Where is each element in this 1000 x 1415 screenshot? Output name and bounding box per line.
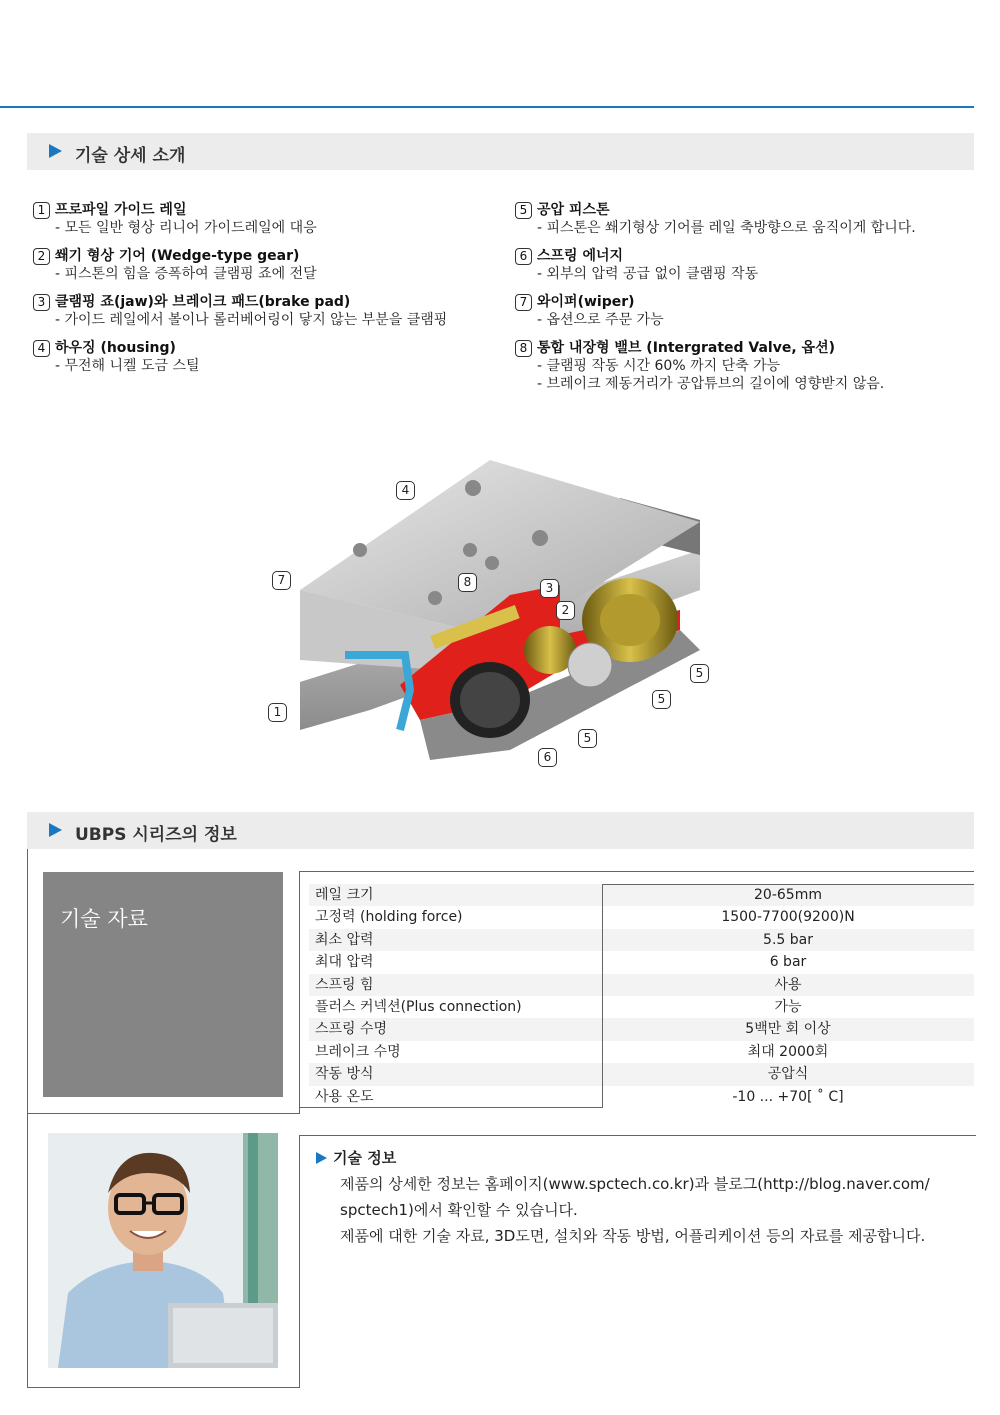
feature-desc: - 무전해 니켈 도금 스틸 (55, 358, 200, 374)
spec-value: 가능 (774, 998, 802, 1015)
table-divider (602, 884, 974, 885)
table-row (309, 929, 974, 951)
feature-item (515, 201, 916, 237)
table-row (309, 884, 974, 906)
hole-shape (463, 543, 477, 557)
table-row (309, 974, 974, 996)
spec-key: 최대 압력 (315, 954, 374, 971)
callout-3: 3 (540, 579, 559, 598)
spec-value: -10 ... +70[ ˚ C] (732, 1088, 844, 1105)
features-right (515, 201, 916, 403)
hole-shape (465, 480, 481, 496)
tech-data-box (43, 872, 283, 1097)
spec-key: 작동 방식 (315, 1066, 374, 1083)
spec-value: 5백만 회 이상 (745, 1021, 831, 1038)
feature-desc: - 피스톤의 힘을 증폭하여 클램핑 죠에 전달 (55, 266, 317, 282)
frame-line (299, 871, 300, 1114)
spec-key: 스프링 힘 (315, 976, 374, 993)
triangle-icon (316, 1152, 327, 1164)
spec-value: 5.5 bar (763, 931, 813, 948)
tech-info (316, 1145, 966, 1249)
brake-illustration-svg (260, 460, 740, 770)
person-photo-svg (48, 1133, 278, 1368)
piston-inner-shape (600, 594, 660, 646)
info-line: 제품의 상세한 정보는 홈페이지(www.spctech.co.kr)과 블로그(http://blog.naver.com/ (340, 1175, 930, 1193)
feature-item (515, 293, 916, 329)
feature-title: 쐐기 형상 기어 (Wedge-type gear) (55, 248, 300, 264)
hole-shape (428, 591, 442, 605)
feature-desc: - 피스톤은 쐐기형상 기어를 레일 축방향으로 움직이게 합니다. (537, 220, 916, 236)
feature-desc: - 가이드 레일에서 볼이나 롤러베어링이 닿지 않는 부분을 클램핑 (55, 312, 448, 328)
feature-desc: - 클램핑 작동 시간 60% 까지 단축 가능 (537, 358, 781, 374)
spec-key: 플러스 커넥션(Plus connection) (315, 998, 522, 1015)
spec-key: 레일 크기 (315, 887, 374, 903)
tech-data-label: 기술 자료 (60, 907, 148, 931)
spring-inner-shape (460, 672, 520, 728)
feature-title: 프로파일 가이드 레일 (55, 202, 187, 218)
feature-number: 1 (33, 202, 50, 219)
table-row (309, 1086, 974, 1108)
feature-number: 2 (33, 248, 50, 265)
table-row (309, 906, 974, 928)
feature-item (33, 339, 447, 375)
frame-line (299, 1135, 300, 1388)
wedge-gear-shape (568, 643, 612, 687)
frame-line (27, 1387, 299, 1388)
table-row (309, 1063, 974, 1085)
feature-desc: - 외부의 압력 공급 없이 클램핑 작동 (537, 266, 759, 282)
spec-value: 공압식 (767, 1066, 809, 1083)
section-title: UBPS 시리즈의 정보 (75, 825, 237, 845)
feature-number: 4 (33, 340, 50, 357)
feature-desc: - 옵션으로 주문 가능 (537, 312, 664, 328)
feature-title: 클램핑 죠(jaw)와 브레이크 패드(brake pad) (55, 294, 351, 310)
spec-key: 고정력 (holding force) (315, 909, 463, 926)
feature-item (33, 293, 447, 329)
feature-title: 와이퍼(wiper) (537, 294, 635, 310)
frame-line (299, 1135, 976, 1136)
frame-line (27, 1113, 300, 1114)
feature-number: 6 (515, 248, 532, 265)
table-divider (300, 1107, 602, 1108)
feature-number: 3 (33, 294, 50, 311)
spec-key: 최소 압력 (315, 931, 374, 948)
feature-item (515, 339, 916, 393)
tech-info-heading: 기술 정보 (333, 1149, 397, 1167)
feature-title: 통합 내장형 밸브 (Intergrated Valve, 옵션) (537, 340, 835, 356)
spec-value: 1500-7700(9200)N (721, 909, 855, 926)
hole-shape (353, 543, 367, 557)
feature-desc: - 모든 일반 형상 리니어 가이드레일에 대응 (55, 220, 317, 236)
tech-info-title (316, 1145, 966, 1171)
feature-title: 공압 피스톤 (537, 202, 610, 218)
hole-shape (532, 530, 548, 546)
triangle-icon (49, 823, 62, 837)
frame-line (27, 849, 28, 1114)
section-title: 기술 상세 소개 (75, 146, 186, 166)
tech-info-body (316, 1171, 966, 1249)
spec-table (309, 884, 974, 1108)
info-line: 제품에 대한 기술 자료, 3D도면, 설치와 작동 방법, 어플리케이션 등의 자료를 제공합니다. (340, 1227, 926, 1245)
callout-5c: 5 (578, 729, 597, 748)
spec-key: 사용 온도 (315, 1088, 374, 1105)
feature-number: 8 (515, 340, 532, 357)
spec-key: 스프링 수명 (315, 1021, 388, 1038)
hole-shape (485, 556, 499, 570)
table-row (309, 1018, 974, 1040)
table-row (309, 951, 974, 973)
spec-value: 최대 2000회 (747, 1043, 829, 1060)
spec-value: 20-65mm (754, 887, 822, 903)
frame-line (27, 1114, 28, 1388)
frame-line (299, 871, 974, 872)
feature-item (515, 247, 916, 283)
table-row (309, 1041, 974, 1063)
callout-2: 2 (556, 601, 575, 620)
features-left (33, 201, 447, 385)
top-rule (0, 106, 974, 108)
callout-8: 8 (458, 573, 477, 592)
spec-value: 사용 (774, 976, 802, 993)
callout-5b: 5 (652, 690, 671, 709)
callout-7: 7 (272, 571, 291, 590)
section-header-tech-detail (27, 133, 974, 170)
table-divider (602, 884, 603, 1108)
feature-item (33, 201, 447, 237)
feature-title: 스프링 에너지 (537, 248, 624, 264)
callout-1: 1 (268, 703, 287, 722)
person-photo (48, 1133, 278, 1368)
triangle-icon (49, 144, 62, 158)
feature-item (33, 247, 447, 283)
info-line: spctech1)에서 확인할 수 있습니다. (340, 1201, 578, 1219)
section-header-series-info (27, 812, 974, 849)
feature-number: 5 (515, 202, 532, 219)
spec-value: 6 bar (769, 954, 807, 971)
callout-6: 6 (538, 748, 557, 767)
callout-4: 4 (396, 481, 415, 500)
spec-key: 브레이크 수명 (315, 1043, 401, 1060)
callout-5a: 5 (690, 664, 709, 683)
table-row (309, 996, 974, 1018)
feature-number: 7 (515, 294, 532, 311)
brake-cutaway-illustration (260, 460, 740, 770)
feature-title: 하우징 (housing) (55, 340, 176, 356)
feature-desc: - 브레이크 제동거리가 공압튜브의 길이에 영향받지 않음. (537, 376, 885, 392)
